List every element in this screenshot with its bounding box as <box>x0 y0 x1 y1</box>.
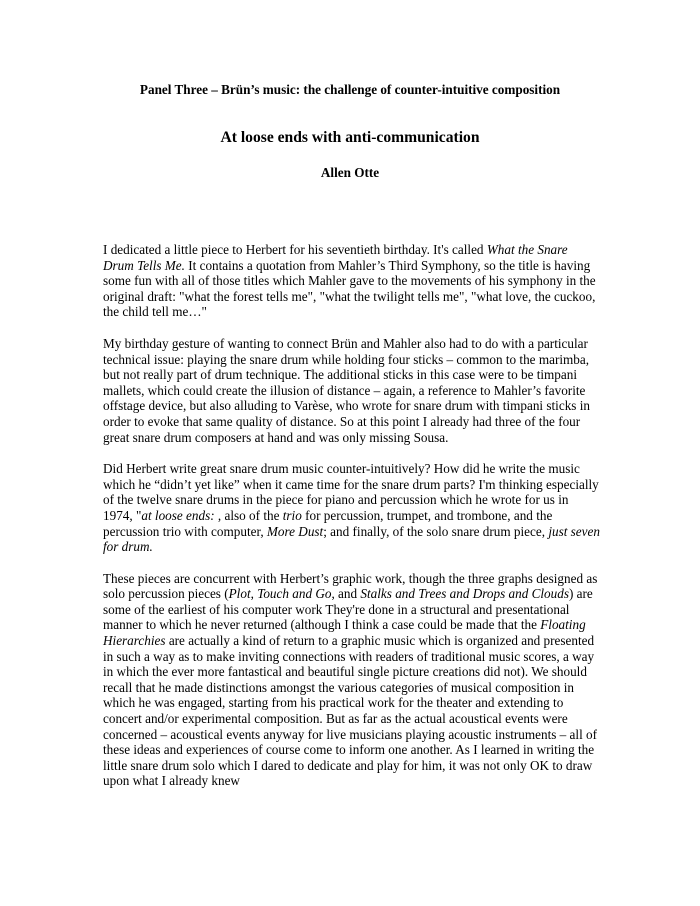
italic-title-text: Plot <box>228 586 251 602</box>
text-run: ; and finally, of the solo snare drum piece, <box>323 523 549 539</box>
text-run: , also of the <box>214 507 283 523</box>
italic-title-text: Stalks and Trees and Drops and Clouds <box>360 586 569 602</box>
italic-title-text: trio <box>282 507 302 523</box>
text-run: I dedicated a little piece to Herbert for his seventieth birthday. It's called <box>103 242 487 257</box>
italic-title-text: just seven for drum. <box>103 523 600 555</box>
paragraph <box>103 242 601 320</box>
italic-title-text: Floating Hierarchies <box>103 617 586 649</box>
text-run: ) are some of the earliest of his computer work They're done in a structural and presentational manner to which he never returned (although I think a case could be made that the <box>103 586 593 633</box>
italic-title-text: More Dust <box>266 523 324 539</box>
text-run: for percussion, trumpet, and trombone, and the percussion trio with computer, <box>103 507 553 539</box>
text-run: It contains a quotation from Mahler’s Third Symphony, so the title is having some fun with all of those titles which Mahler gave to the movements of his symphony in the original draft: "what the forest tells me", "what the twilight tells me", "what love, the cuckoo, the child tell me…" <box>103 257 596 320</box>
paragraph <box>103 461 601 555</box>
panel-title: Panel Three – Brün’s music: the challenge of counter-intuitive composition <box>139 82 561 97</box>
text-run: are actually a kind of return to a graphic music which is organized and presented in such a way as to make inviting connections with readers of traditional music scores, a way in which the ever more fantastical and beautiful single picture creations did not). We should recall that he made distinctions amongst the various categories of musical composition in which he was engaged, starting from his practical work for the theater and extending to concert and/or experimental composition. But as far as the actual acoustical events were concerned – acoustical events anyway for live musicians playing acoustic instruments – all of these ideas and experiences of course come to inform one another. As I learned in writing the little snare drum solo which I dared to dedicate and play for him, it was not only OK to draw upon what I already knew <box>103 633 598 789</box>
text-run: , <box>250 586 258 602</box>
text-run: My birthday gesture of wanting to connect Brün and Mahler also had to do with a particular technical issue: playing the snare drum while holding four sticks – common to the marimba, but not really part of drum technique. The additional sticks in this case were to be timpani mallets, which could create the illusion of distance – again, a reference to Mahler’s favorite offstage device, but also alluding to Varèse, who wrote for snare drum with timpani sticks in order to evoke that same quality of distance. So at this point I already had three of the four great snare drum composers at hand and was only missing Sousa. <box>103 335 590 445</box>
paragraph <box>103 336 601 445</box>
article-title: At loose ends with anti-communication <box>220 129 480 146</box>
italic-title-text: Touch and Go <box>257 586 332 602</box>
author-name: Allen Otte <box>320 165 380 180</box>
italic-title-text: at loose ends: <box>141 507 215 523</box>
article-body <box>103 242 601 789</box>
text-run: These pieces are concurrent with Herbert’s graphic work, though the three graphs designed as solo percussion pieces ( <box>103 570 598 602</box>
text-run: Did Herbert write great snare drum music counter-intuitively? How did he write the music which he “didn’t yet like” when it came time for the snare drum parts? I'm thinking especially of the twelve snare drums in the piece for piano and percussion which he wrote for us in 1974, " <box>103 461 599 523</box>
italic-title-text: What the Snare Drum Tells Me. <box>103 242 568 273</box>
paragraph <box>103 571 601 789</box>
text-run: , and <box>331 586 361 602</box>
